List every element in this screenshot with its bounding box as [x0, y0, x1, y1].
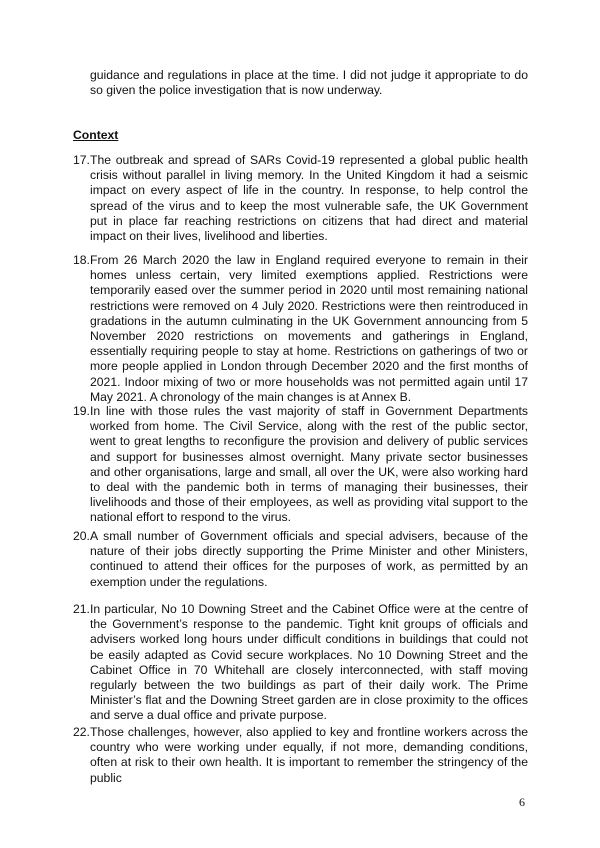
paragraph-text: A small number of Government officials and special advisers, because of the nature of their jobs directly supporting the Prime Minister and other Ministers, continued to attend their offices for the purposes of work, as permitted by an exemption under the regulations.: [90, 529, 528, 589]
paragraph-17: [73, 153, 528, 244]
paragraph-21: [73, 602, 528, 724]
section-heading: Context: [73, 128, 119, 142]
paragraph-number: 18.: [73, 253, 90, 267]
paragraph-18: [73, 253, 528, 405]
paragraph-22: [73, 725, 528, 786]
paragraph-number: 19.: [73, 404, 90, 418]
paragraph-text: From 26 March 2020 the law in England required everyone to remain in their homes unless certain, very limited exemptions applied. Restrictions were temporarily eased over the summer period in 2020 until most remaining national restrictions were removed on 4 July 2020. Restrictions were then reintroduced in gradations in the autumn culminating in the UK Government announcing from 5 November 2020 restrictions on movements and gatherings in England, essentially requiring people to stay at home. Restrictions on gatherings of two or more people applied in London through December 2020 and the first months of 2021. Indoor mixing of two or more households was not permitted again until 17 May 2021. A chronology of the main changes is at Annex B.: [90, 253, 528, 404]
continuation-paragraph: guidance and regulations in place at the time. I did not judge it appropriate to do so given the police investigation that is now underway.: [90, 68, 528, 98]
paragraph-text: In particular, No 10 Downing Street and the Cabinet Office were at the centre of the Government’s response to the pandemic. Tight knit groups of officials and advisers worked long hours under difficult conditions in buildings that could not be easily adapted as Covid secure workplaces. No 10 Downing Street and the Cabinet Office in 70 Whitehall are closely interconnected, with staff moving regularly between the two buildings as part of their daily work. The Prime Minister’s flat and the Downing Street garden are in close proximity to the offices and serve a dual office and private purpose.: [90, 602, 528, 723]
paragraph-number: 22.: [73, 725, 90, 739]
page-number: 6: [519, 795, 525, 809]
paragraph-number: 20.: [73, 529, 90, 543]
paragraph-number: 21.: [73, 602, 90, 616]
paragraph-text: In line with those rules the vast majority of staff in Government Departments worked from home. The Civil Service, along with the rest of the public sector, went to great lengths to reconfigure the provision and delivery of public services and support for businesses almost overnight. Many private sector businesses and other organisations, large and small, all over the UK, were also working hard to deal with the pandemic both in terms of managing their businesses, their livelihoods and those of their employees, as well as providing vital support to the national effort to respond to the virus.: [90, 404, 528, 525]
paragraph-text: Those challenges, however, also applied to key and frontline workers across the country who were working under equally, if not more, demanding conditions, often at risk to their own health. It is important to remember the stringency of the public: [90, 725, 528, 785]
paragraph-number: 17.: [73, 153, 90, 167]
paragraph-text: The outbreak and spread of SARs Covid-19 represented a global public health crisis without parallel in living memory. In the United Kingdom it had a seismic impact on every aspect of life in the country. In response, to help control the spread of the virus and to keep the most vulnerable safe, the UK Government put in place far reaching restrictions on citizens that had direct and material impact on their lives, livelihood and liberties.: [90, 153, 528, 244]
paragraph-19: [73, 404, 528, 526]
paragraph-20: [73, 529, 528, 590]
